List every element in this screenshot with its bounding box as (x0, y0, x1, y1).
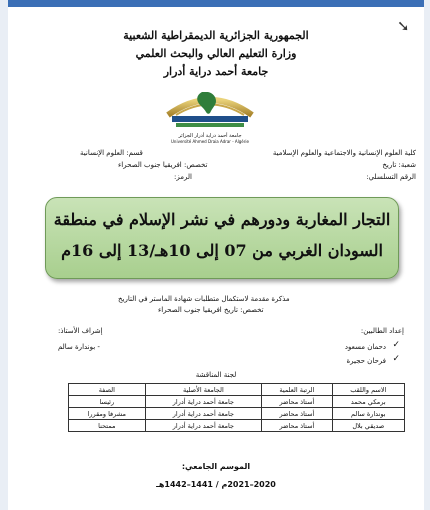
students-heading: إعداد الطالبين: (360, 327, 404, 335)
col-header-university: الجامعة الأصلية (145, 384, 262, 396)
table-cell: أستاذ محاضر (262, 408, 332, 420)
col-header-rank: الرتبة العلمية (262, 384, 332, 396)
logo-caption-ar: جامعة أحمد دراية أدرار الجزائر (178, 133, 242, 139)
supervisor-heading: إشراف الأستاذ: (58, 327, 103, 335)
table-row (69, 408, 405, 420)
student-name-2: فرحان حجيرة (346, 357, 386, 365)
supervisor-name: - بوندارة سالم (58, 343, 100, 351)
table-cell: مشرفا ومقررا (69, 408, 146, 420)
committee-table (68, 383, 405, 432)
thesis-title-line2: السودان الغربي من 07 إلى 10هـ/13 إلى 16م (61, 241, 383, 260)
ministry-heading: وزارة التعليم العالي والبحث العلمي (135, 47, 297, 60)
table-cell: أستاذ محاضر (262, 396, 332, 408)
code-label: الرمز: (174, 173, 192, 181)
table-cell: بوندارة سالم (332, 408, 404, 420)
thesis-title-line1: التجار المغاربة ودورهم في نشر الإسلام في منطقة (53, 210, 391, 229)
committee-header-row (69, 384, 405, 396)
table-cell: جامعة أحمد دراية أدرار (145, 420, 262, 432)
committee-heading: لجنة المناقشة (195, 371, 237, 379)
left-margin (0, 0, 8, 510)
memo-line2: تخصص: تاريخ افريقيا جنوب الصحراء (158, 306, 264, 314)
branch-label: شعبة: تاريخ (382, 161, 416, 169)
pointer-arrow-icon: ➘ (397, 17, 410, 35)
thesis-title-box (45, 197, 399, 279)
col-header-name: الاسم واللقب (332, 384, 404, 396)
republic-heading: الجمهورية الجزائرية الديمقراطية الشعبية (123, 29, 309, 42)
table-row (69, 396, 405, 408)
student-name-1: دحمان مسعود (344, 343, 386, 351)
department-label: قسم: العلوم الإنسانية (80, 149, 143, 157)
table-cell: جامعة أحمد دراية أدرار (145, 408, 262, 420)
table-cell: أستاذ محاضر (262, 420, 332, 432)
checkmark-icon: ✓ (392, 340, 400, 350)
col-header-role: الصفة (69, 384, 146, 396)
document-page (8, 7, 424, 510)
memo-line1: مذكرة مقدمة لاستكمال متطلبات شهادة الماستر في التاريخ (118, 295, 290, 303)
specialty-label: تخصص: افريقيا جنوب الصحراء (118, 161, 208, 169)
table-cell: ممتحنا (69, 420, 146, 432)
university-logo (158, 80, 262, 133)
table-cell: برمكي محمد (332, 396, 404, 408)
window-top-bar (0, 0, 430, 7)
checkmark-icon: ✓ (392, 354, 400, 364)
faculty-label: كلية العلوم الإنسانية والاجتماعية والعلوم الإسلامية (272, 149, 416, 157)
season-years: 2020–2021م / 1441–1442هـ (156, 480, 276, 489)
table-row (69, 420, 405, 432)
table-cell: رئيسا (69, 396, 146, 408)
serial-number-label: الرقم التسلسلي: (366, 173, 416, 181)
right-margin (424, 0, 430, 510)
university-heading: جامعة أحمد دراية أدرار (163, 65, 269, 78)
logo-caption-en: Université Ahmed Draia Adrar - Algérie (171, 139, 249, 144)
table-cell: صديقي بلال (332, 420, 404, 432)
table-cell: جامعة أحمد دراية أدرار (145, 396, 262, 408)
season-label: الموسم الجامعي: (181, 462, 251, 471)
